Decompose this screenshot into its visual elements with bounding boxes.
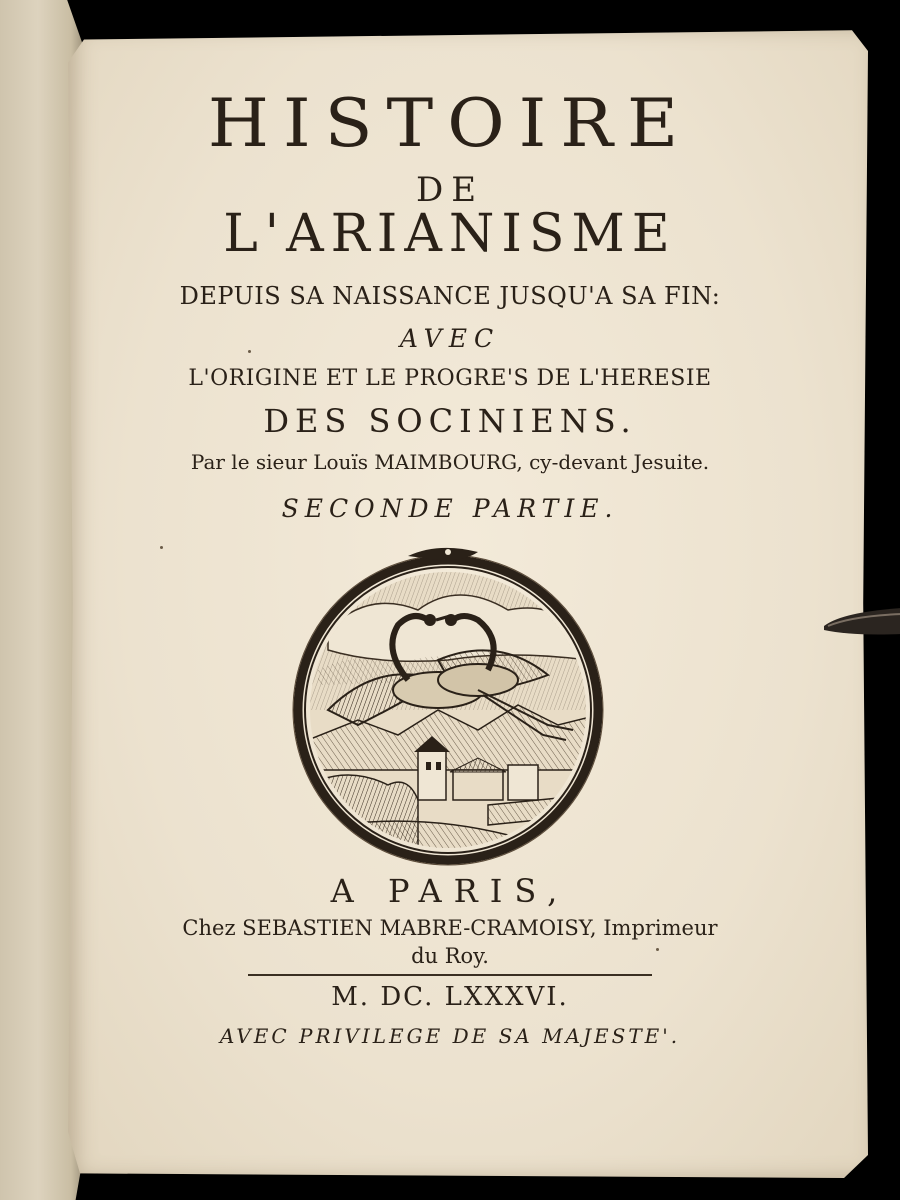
avec-line: AVEC [399, 324, 501, 353]
addition-line-1: L'ORIGINE ET LE PROGRE'S DE L'HERESIE [188, 366, 712, 391]
imprint-place: A PARIS, [330, 872, 570, 910]
book-subject: L'ARIANISME [223, 204, 677, 264]
addition-line-2: DES SOCINIENS. [263, 402, 637, 440]
imprint-rule [248, 974, 652, 976]
ouroboros-emblem-with-herons [288, 540, 608, 870]
part-label: SECONDE PARTIE. [281, 494, 619, 523]
paper-speck [248, 350, 251, 353]
printer-line-2: du Roy. [411, 944, 489, 968]
printer-line-1: Chez SEBASTIEN MABRE-CRAMOISY, Imprimeur [182, 916, 718, 940]
publication-year: M. DC. LXXXVI. [331, 982, 569, 1012]
paper-speck [160, 546, 163, 549]
subtitle: DEPUIS SA NAISSANCE JUSQU'A SA FIN: [179, 282, 721, 310]
paper-speck [656, 948, 659, 951]
privilege-line: AVEC PRIVILEGE DE SA MAJESTE'. [219, 1024, 681, 1048]
bookmark-tab [822, 604, 900, 644]
title-connector: DE [415, 170, 485, 210]
author-line: Par le sieur Louïs MAIMBOURG, cy-devant Jesuite. [190, 450, 710, 474]
book-title: HISTOIRE [207, 84, 693, 162]
